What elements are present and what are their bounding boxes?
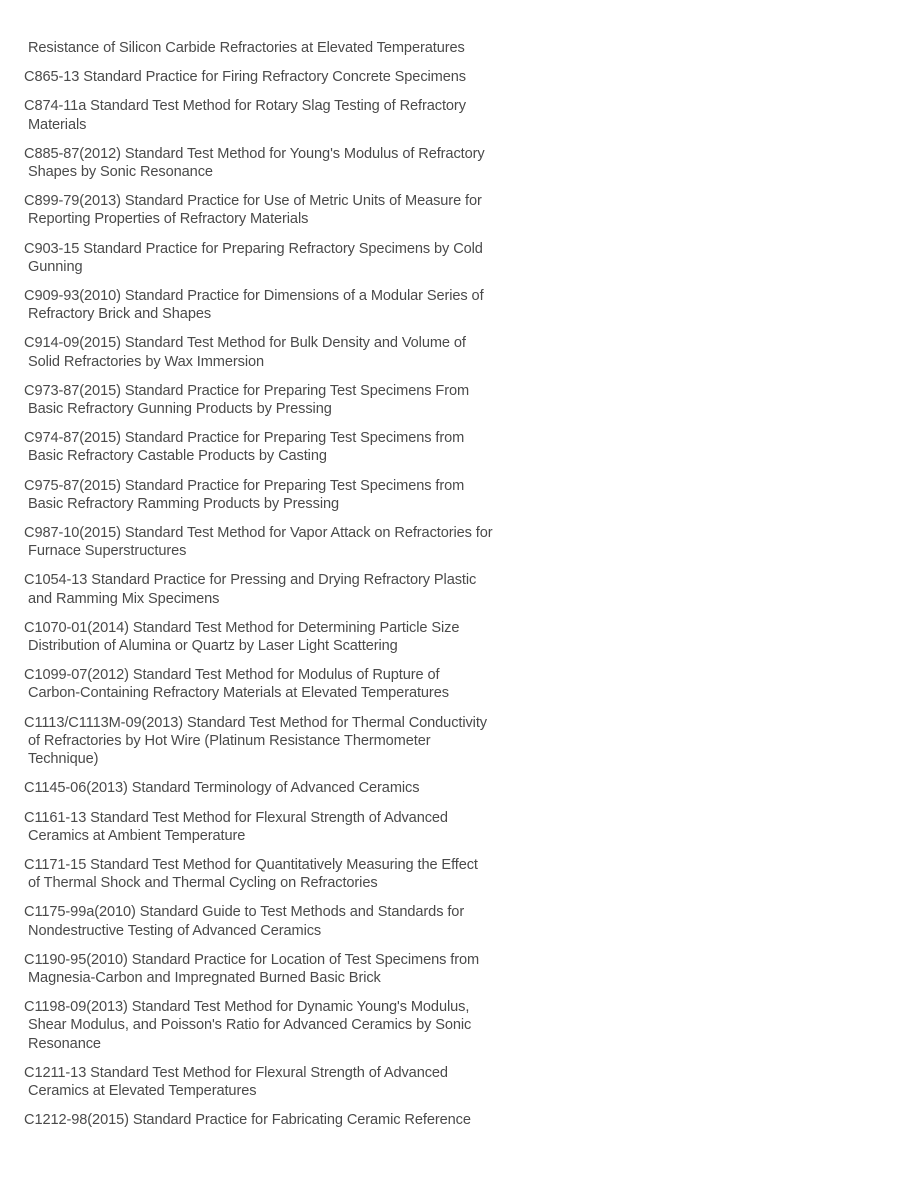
standard-entry [24, 524, 544, 560]
standard-entry-continuation: Magnesia-Carbon and Impregnated Burned Basic Brick [28, 969, 381, 986]
standard-entry [24, 714, 544, 769]
standard-entry-continuation: of Refractories by Hot Wire (Platinum Resistance Thermometer [28, 732, 431, 749]
standard-entry-line: C1198-09(2013) Standard Test Method for Dynamic Young's Modulus, [24, 999, 470, 1016]
standard-entry-line: C1212-98(2015) Standard Practice for Fabricating Ceramic Reference [24, 1112, 471, 1129]
standard-entry-continuation: of Thermal Shock and Thermal Cycling on Refractories [28, 875, 378, 892]
standard-entry-line: C1145-06(2013) Standard Terminology of Advanced Ceramics [24, 780, 420, 797]
standard-entry [24, 1064, 544, 1100]
standard-entry [24, 192, 544, 228]
standard-entry-line: C975-87(2015) Standard Practice for Preparing Test Specimens from [24, 477, 465, 494]
standard-entry-continuation: Materials [28, 116, 87, 133]
standard-entry-line: C1211-13 Standard Test Method for Flexural Strength of Advanced [24, 1064, 448, 1081]
standard-entry [24, 903, 544, 939]
standard-entry [24, 666, 544, 702]
standard-entry [24, 145, 544, 181]
standard-entry [24, 240, 544, 276]
standard-entry [24, 856, 544, 892]
standard-entry-line: C1171-15 Standard Test Method for Quantitatively Measuring the Effect [24, 856, 478, 873]
standard-entry [24, 951, 544, 987]
standard-entry-line: C1190-95(2010) Standard Practice for Location of Test Specimens from [24, 951, 480, 968]
standard-entry-line: C1161-13 Standard Test Method for Flexural Strength of Advanced [24, 809, 448, 826]
standard-entry-continuation: Carbon-Containing Refractory Materials at Elevated Temperatures [28, 685, 449, 702]
standard-entry-line: Resistance of Silicon Carbide Refractories at Elevated Temperatures [24, 40, 465, 56]
standard-entry [24, 779, 544, 797]
standard-entry-continuation: Gunning [28, 258, 83, 275]
standard-entry [24, 382, 544, 418]
standard-entry [24, 39, 544, 57]
standard-entry-continuation: Basic Refractory Gunning Products by Pressing [28, 401, 332, 418]
standard-entry [24, 477, 544, 513]
standard-entry-continuation: Ceramics at Elevated Temperatures [28, 1082, 257, 1099]
standard-entry-line: C1070-01(2014) Standard Test Method for Determining Particle Size [24, 619, 460, 636]
standard-entry [24, 429, 544, 465]
standard-entry-continuation: Basic Refractory Ramming Products by Pressing [28, 495, 339, 512]
standard-entry [24, 1111, 544, 1129]
standard-entry-continuation: Solid Refractories by Wax Immersion [28, 353, 265, 370]
standard-entry [24, 334, 544, 370]
standard-entry-line: C1099-07(2012) Standard Test Method for Modulus of Rupture of [24, 667, 440, 684]
standard-entry-line: C987-10(2015) Standard Test Method for Vapor Attack on Refractories for [24, 525, 493, 542]
standard-entry-continuation: Refractory Brick and Shapes [28, 306, 212, 323]
standard-entry-continuation: and Ramming Mix Specimens [28, 590, 220, 607]
standard-entry-line: C1175-99a(2010) Standard Guide to Test Methods and Standards for [24, 904, 465, 921]
standard-entry-line: C903-15 Standard Practice for Preparing Refractory Specimens by Cold [24, 240, 483, 257]
standard-entry-line: C899-79(2013) Standard Practice for Use of Metric Units of Measure for [24, 193, 482, 210]
standard-entry-line: C973-87(2015) Standard Practice for Preparing Test Specimens From [24, 382, 470, 399]
standards-list [24, 39, 544, 1140]
standard-entry [24, 287, 544, 323]
standard-entry-line: C974-87(2015) Standard Practice for Preparing Test Specimens from [24, 430, 465, 447]
standard-entry [24, 68, 544, 86]
standard-entry-continuation: Nondestructive Testing of Advanced Ceramics [28, 922, 322, 939]
standard-entry [24, 571, 544, 607]
standard-entry-continuation: Ceramics at Ambient Temperature [28, 827, 246, 844]
standard-entry-continuation: Reporting Properties of Refractory Materials [28, 211, 309, 228]
standard-entry-continuation: Resonance [28, 1035, 101, 1052]
standard-entry-continuation: Shapes by Sonic Resonance [28, 164, 213, 181]
standard-entry [24, 619, 544, 655]
standard-entry [24, 97, 544, 133]
standard-entry-continuation: Technique) [28, 751, 99, 768]
standard-entry [24, 998, 544, 1053]
standard-entry-continuation: Basic Refractory Castable Products by Casting [28, 448, 327, 465]
standard-entry-line: C909-93(2010) Standard Practice for Dimensions of a Modular Series of [24, 288, 484, 305]
standard-entry-line: C885-87(2012) Standard Test Method for Young's Modulus of Refractory [24, 145, 485, 162]
standard-entry-line: C1054-13 Standard Practice for Pressing and Drying Refractory Plastic [24, 572, 477, 589]
standard-entry-line: C914-09(2015) Standard Test Method for Bulk Density and Volume of [24, 335, 466, 352]
standard-entry [24, 809, 544, 845]
standard-entry-line: C865-13 Standard Practice for Firing Refractory Concrete Specimens [24, 69, 466, 86]
standard-entry-line: C1113/C1113M-09(2013) Standard Test Method for Thermal Conductivity [24, 714, 487, 731]
standard-entry-continuation: Furnace Superstructures [28, 543, 187, 560]
standard-entry-continuation: Distribution of Alumina or Quartz by Laser Light Scattering [28, 638, 398, 655]
standard-entry-line: C874-11a Standard Test Method for Rotary Slag Testing of Refractory [24, 98, 466, 115]
standard-entry-continuation: Shear Modulus, and Poisson's Ratio for Advanced Ceramics by Sonic [28, 1017, 472, 1034]
